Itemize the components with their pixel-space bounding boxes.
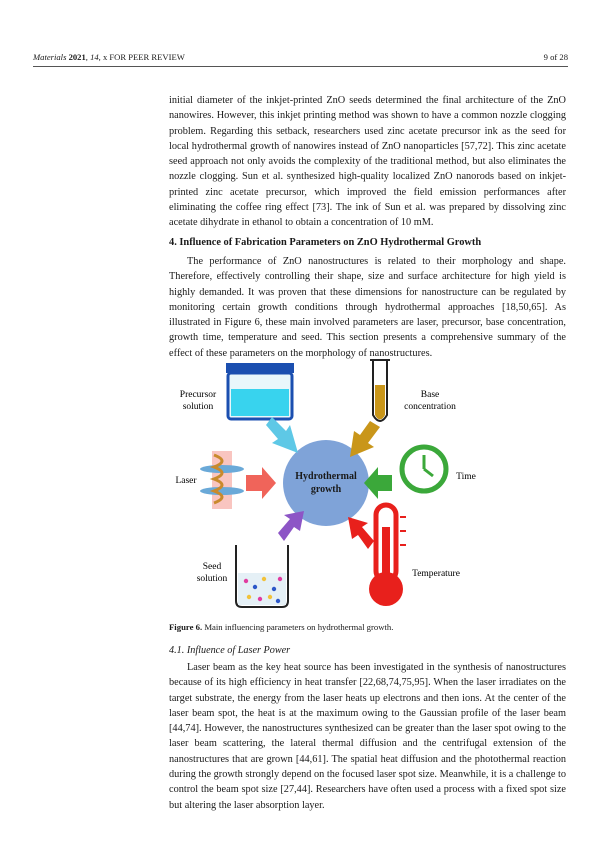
figure-6-diagram <box>160 355 490 620</box>
temperature-label: Temperature <box>412 569 460 579</box>
precursor-label-line2: solution <box>182 402 214 412</box>
section-4-1-heading: 4.1. Influence of Laser Power <box>169 645 291 656</box>
precursor-label-line1: Precursor <box>179 390 217 400</box>
paragraph-fabrication-parameters: The performance of ZnO nanostructures is related to their morphology and shape. Therefore, effectively controlling their shape, size and surface architecture for high yield is highly demanded. It was proven that these dimensions for nanostructure can be regulated by monitoring certain growth conditions through hydrothermal approaches [18,50,65]. As illustrated in Figure 6, these main involved parameters are laser, precursor, base concentration, growth time, temperature and seed. This section presents a comprehensive summary of the effect of these parameters on the morphology of nanostructures. <box>169 256 566 359</box>
review-note: , x FOR PEER REVIEW <box>98 52 185 62</box>
journal-year: 2021 <box>68 52 86 62</box>
journal-volume: 14 <box>90 52 99 62</box>
time-label: Time <box>456 472 476 482</box>
caption-label: Figure 6. <box>169 622 203 632</box>
figure-6-caption <box>169 622 393 632</box>
seed-beaker-icon <box>236 545 288 607</box>
precursor-arrow-icon <box>266 417 298 453</box>
figure-6 <box>160 355 490 620</box>
journal-name: Materials <box>33 52 67 62</box>
base-arrow-icon <box>350 421 380 457</box>
section-4-heading: 4. Influence of Fabrication Parameters on ZnO Hydrothermal Growth <box>169 237 482 248</box>
base-label-line2: concentration <box>404 402 456 412</box>
center-label-line2: growth <box>310 484 342 495</box>
center-label-line1: Hydrothermal <box>295 471 357 482</box>
clock-icon <box>402 447 446 491</box>
base-label-line1: Base <box>420 390 440 400</box>
laser-beam-icon <box>200 451 244 509</box>
time-arrow-icon <box>364 467 392 499</box>
running-header <box>33 52 568 66</box>
seed-label-line1: Seed <box>202 562 222 572</box>
precursor-beaker-icon <box>226 363 294 419</box>
seed-label-line2: solution <box>196 574 228 584</box>
paragraph-laser-power: Laser beam as the key heat source has been investigated in the synthesis of nanostructures because of its high efficiency in heat transfer [22,68,74,75,95]. When the laser irradiates on the target substrate, the energy from the laser heats up electrons and then ions. At the center of the laser beam spot, the heat is at the maximum owing to the Gaussian profile of the laser beam [44,74]. However, the nanostructures synthesized can be greater than the laser spot owing to the laser beam scattering, the lateral thermal diffusion and the centrifugal extension of the nanostructures that are grown [44,61]. The spatial heat diffusion and the photothermal reaction during the growth strongly depend on the focused laser spot size. Meanwhile, it is a challenge to control the beam spot size [27,44]. Researchers have often used a process with a fixed spot size but altering the laser absorption layer. <box>169 662 566 811</box>
header-rule <box>33 66 568 67</box>
page-number: 9 of 28 <box>543 52 568 62</box>
paragraph-inkjet: initial diameter of the inkjet-printed ZnO seeds determined the final architecture of the ZnO nanowires. However, this inkjet printing method was shown to have a common nozzle clogging problem. Regarding this setback, researchers used zinc acetate precursor ink as the seed for local hydrothermal growth of nanowires instead of ZnO nanoparticles [57,72]. This zinc acetate seed approach not only avoids the complexity of the traditional method, but also eliminates the nozzle clogging. Sun et al. synthesized high-quality localized ZnO nanorods based on inkjet-printed zinc acetate precursor, which improved the field emission performances after eliminating the coffee ring effect [73]. The ink of Sun et al. was prepared by dissolving zinc acetate dihydrate in ethanol to obtain a concentration of 10 mM. <box>169 95 566 229</box>
caption-text: Main influencing parameters on hydrothermal growth. <box>202 622 394 632</box>
journal-citation: Materials 2021, 14, x FOR PEER REVIEW <box>33 52 185 62</box>
laser-arrow-icon <box>246 467 276 499</box>
temperature-arrow-icon <box>348 517 374 549</box>
seed-arrow-icon <box>278 511 304 541</box>
test-tube-icon <box>370 360 390 421</box>
thermometer-icon <box>369 505 406 606</box>
laser-label: Laser <box>175 476 197 486</box>
